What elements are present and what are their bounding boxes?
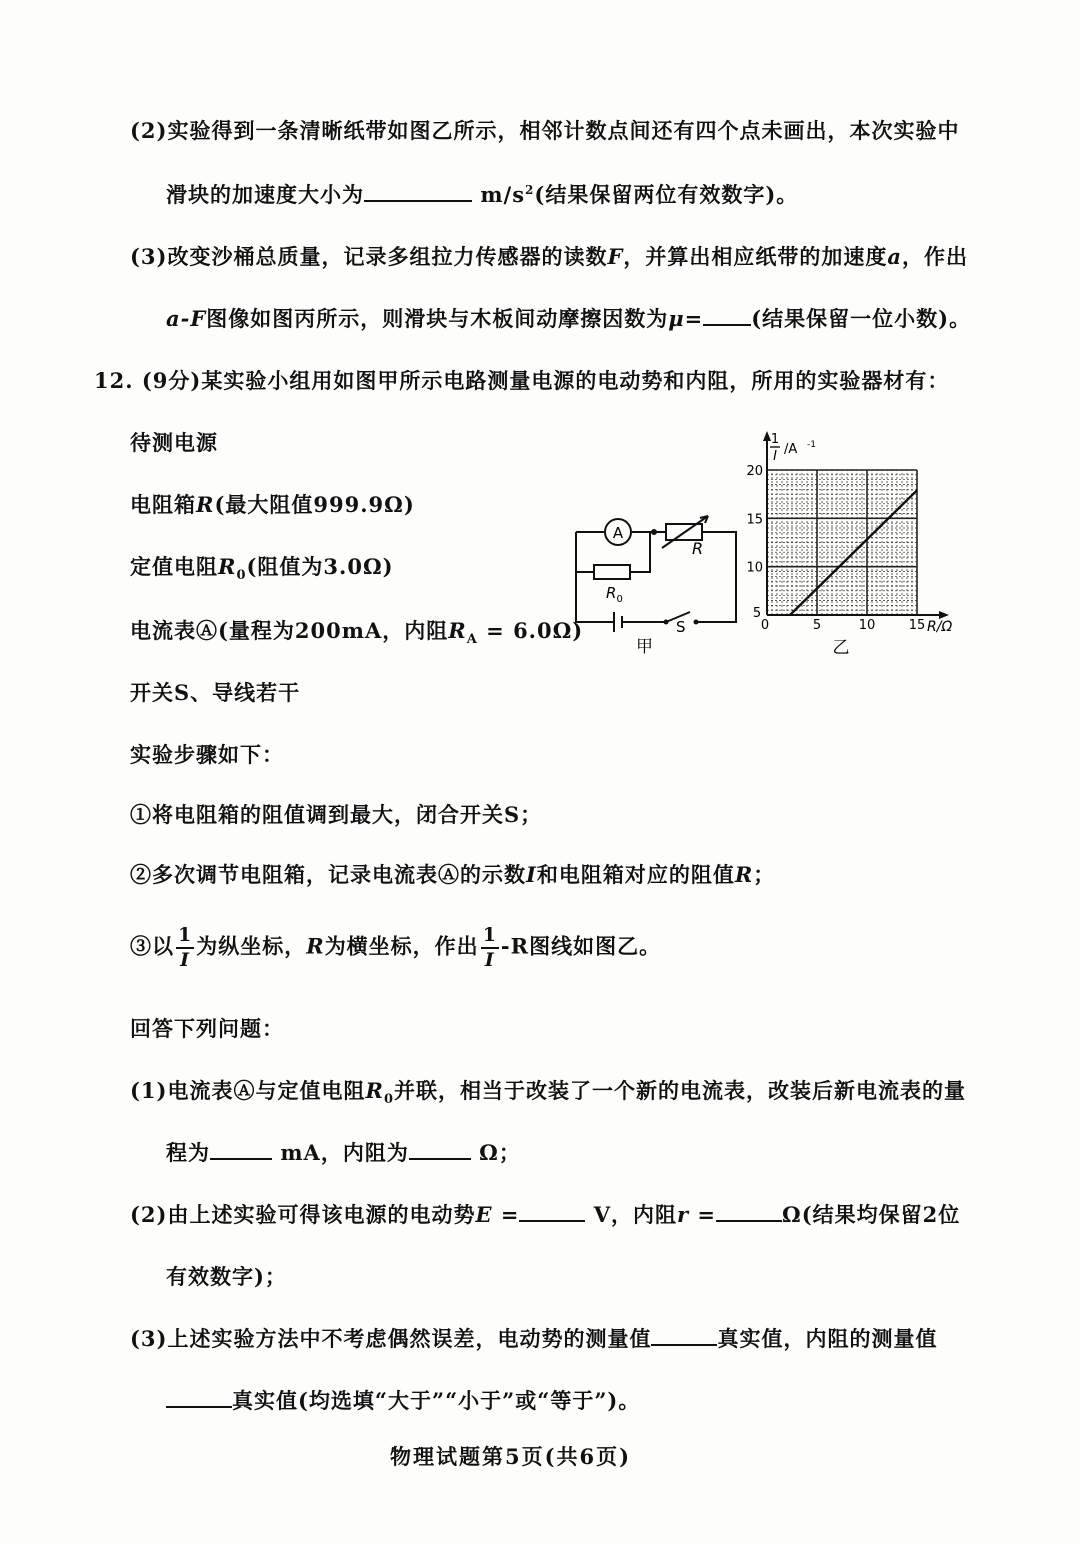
chart-1-over-I-vs-R xyxy=(745,425,980,660)
circuit-caption: 甲 xyxy=(636,637,653,657)
y-tick-label: 10 xyxy=(746,560,763,576)
material-text: (最大阻值999.9Ω) xyxy=(214,492,415,517)
var-R0: R xyxy=(365,1078,384,1103)
q12-part2-line2: 有效数字)； xyxy=(166,1264,287,1289)
question-text: Ω； xyxy=(479,1140,521,1165)
fraction-den: I xyxy=(484,949,495,971)
step-3 xyxy=(130,926,661,970)
var-I: I xyxy=(526,862,537,887)
chart-caption: 乙 xyxy=(832,638,850,658)
q11-part3-text: (3)改变沙桶总质量，记录多组拉力传感器的读数 xyxy=(130,244,608,269)
fraction-1-over-I xyxy=(481,926,499,970)
material-ammeter xyxy=(130,618,583,648)
circuit-diagram xyxy=(570,508,745,658)
question-text: mA，内阻为 xyxy=(280,1140,409,1165)
subscript: 0 xyxy=(236,568,247,584)
junction-dot xyxy=(651,529,657,535)
fraction-1-over-I xyxy=(176,926,194,970)
var-a: a xyxy=(887,244,903,269)
q11-part2-line2 xyxy=(166,182,798,207)
ammeter-label: A xyxy=(612,524,624,542)
answer-title: 回答下列问题： xyxy=(130,1016,284,1041)
var-R0: R xyxy=(218,554,237,579)
step-2 xyxy=(130,862,775,887)
q11-part3-tail: (结果保留一位小数)。 xyxy=(751,306,972,331)
answer-blank[interactable] xyxy=(703,306,751,326)
question-text: 程为 xyxy=(166,1140,210,1165)
material-fixed-resistor xyxy=(130,554,394,584)
answer-blank[interactable] xyxy=(166,1388,232,1408)
q11-part2-text: 滑块的加速度大小为 xyxy=(166,182,364,207)
equals-sign: = xyxy=(697,1202,717,1227)
y-tick-label: 15 xyxy=(746,512,763,528)
var-R: R xyxy=(196,492,215,517)
material-text: 定值电阻 xyxy=(130,554,218,579)
material-text: 电阻箱 xyxy=(130,492,196,517)
R0-label-main: R xyxy=(606,584,617,602)
question-text: 真实值，内阻的测量值 xyxy=(717,1326,938,1351)
var-E: E xyxy=(475,1202,493,1227)
step-text: 为横坐标，作出 xyxy=(324,933,479,959)
y-axis-arrow-icon xyxy=(763,431,771,441)
question-text: Ω(结果均保留2位 xyxy=(782,1202,961,1227)
q12-part1-line2 xyxy=(166,1140,521,1165)
x-origin-label: 0 xyxy=(760,618,770,633)
x-tick-label: 10 xyxy=(858,618,876,633)
q12-part3-line1 xyxy=(130,1326,937,1351)
step-text: ③以 xyxy=(130,933,174,959)
q11-part3-text2: ，并算出相应纸带的加速度 xyxy=(623,244,888,269)
steps-title: 实验步骤如下： xyxy=(130,742,284,767)
fraction-den: I xyxy=(180,949,191,971)
question-text: 真实值(均选填“大于”“小于”或“等于”)。 xyxy=(232,1388,641,1413)
series-line xyxy=(790,490,917,615)
material-resistor-box xyxy=(130,492,415,517)
q11-part2-tail: (结果保留两位有效数字)。 xyxy=(534,182,799,207)
R0-label xyxy=(606,584,623,605)
page-footer: 物理试题第5页(共6页) xyxy=(390,1444,632,1469)
answer-blank[interactable] xyxy=(409,1140,471,1160)
subscript: A xyxy=(466,632,478,648)
q12-part3-line2 xyxy=(166,1388,640,1413)
var-aF: a-F xyxy=(166,306,207,331)
q11-part3-line1 xyxy=(130,244,968,269)
step-1: ①将电阻箱的阻值调到最大，闭合开关S； xyxy=(130,802,543,827)
q11-unit: m/s xyxy=(480,182,526,207)
answer-blank[interactable] xyxy=(519,1202,585,1222)
subscript: 0 xyxy=(383,1092,394,1108)
y-tick-label: 20 xyxy=(746,464,763,479)
var-R: R xyxy=(734,862,754,887)
q11-part3-text3: ，作出 xyxy=(902,244,969,269)
question-text: V，内阻 xyxy=(593,1202,678,1227)
question-text: 并联，相当于改装了一个新的电流表，改装后新电流表的量 xyxy=(393,1078,966,1103)
step-text: 和电阻箱对应的阻值 xyxy=(536,862,735,887)
equals-sign: = xyxy=(684,306,704,331)
answer-blank[interactable] xyxy=(210,1140,272,1160)
material-text: 电流表Ⓐ(量程为200mA，内阻 xyxy=(130,618,449,643)
q11-part3-line2 xyxy=(166,306,971,331)
step-text: -R图线如图乙。 xyxy=(500,933,662,959)
y-axis-label-num: 1 xyxy=(770,432,780,447)
var-F: F xyxy=(607,244,624,269)
q12-part1-line1 xyxy=(130,1078,966,1108)
q11-part2-line1: (2)实验得到一条清晰纸带如图乙所示，相邻计数点间还有四个点未画出，本次实验中 xyxy=(130,118,960,143)
y-axis-label-unit: /A xyxy=(784,442,798,457)
material-text: = 6.0Ω) xyxy=(486,618,584,643)
q11-unit-exp: 2 xyxy=(525,183,535,197)
fraction-num: 1 xyxy=(176,926,194,949)
q12-header: 12. (9分)某实验小组用如图甲所示电路测量电源的电动势和内阻，所用的实验器材有： xyxy=(94,368,950,393)
material-text: (阻值为3.0Ω) xyxy=(246,554,394,579)
material-source: 待测电源 xyxy=(130,430,218,455)
equals-sign: = xyxy=(500,1202,520,1227)
x-tick-label: 5 xyxy=(812,618,822,633)
step-text: 为纵坐标， xyxy=(196,933,307,959)
question-text: (1)电流表Ⓐ与定值电阻 xyxy=(130,1078,366,1103)
x-axis-arrow-icon xyxy=(939,611,949,619)
step-text: ； xyxy=(753,862,776,887)
R-label: R xyxy=(692,539,704,558)
grid xyxy=(767,470,917,615)
var-RA: R xyxy=(448,618,467,643)
labels xyxy=(746,432,952,658)
answer-blank[interactable] xyxy=(364,182,472,202)
x-tick-label: 15 xyxy=(908,618,926,633)
var-r: r xyxy=(677,1202,690,1227)
switch-contact xyxy=(664,620,669,625)
switch-label: S xyxy=(676,618,686,636)
y-axis-label-den: I xyxy=(773,449,777,464)
material-switch: 开关S、导线若干 xyxy=(130,680,301,705)
y-axis-label-unit-exp: -1 xyxy=(807,440,816,450)
answer-blank[interactable] xyxy=(651,1326,717,1346)
fixed-resistor-icon xyxy=(594,565,630,579)
battery-icon xyxy=(614,612,622,632)
R0-label-sub: 0 xyxy=(616,594,623,605)
var-R: R xyxy=(306,933,325,959)
x-axis-label: R/Ω xyxy=(927,619,953,635)
q12-part2-line1 xyxy=(130,1202,960,1227)
fraction-num: 1 xyxy=(481,926,499,949)
switch-contact xyxy=(694,620,699,625)
y-origin-label: 5 xyxy=(752,606,762,621)
step-text: ②多次调节电阻箱，记录电流表Ⓐ的示数 xyxy=(130,862,526,887)
question-text: (3)上述实验方法中不考虑偶然误差，电动势的测量值 xyxy=(130,1326,652,1351)
var-mu: μ xyxy=(668,306,685,331)
q11-part3-text4: 图像如图丙所示，则滑块与木板间动摩擦因数为 xyxy=(206,306,669,331)
series xyxy=(790,490,917,615)
answer-blank[interactable] xyxy=(716,1202,782,1222)
question-text: (2)由上述实验可得该电源的电动势 xyxy=(130,1202,476,1227)
